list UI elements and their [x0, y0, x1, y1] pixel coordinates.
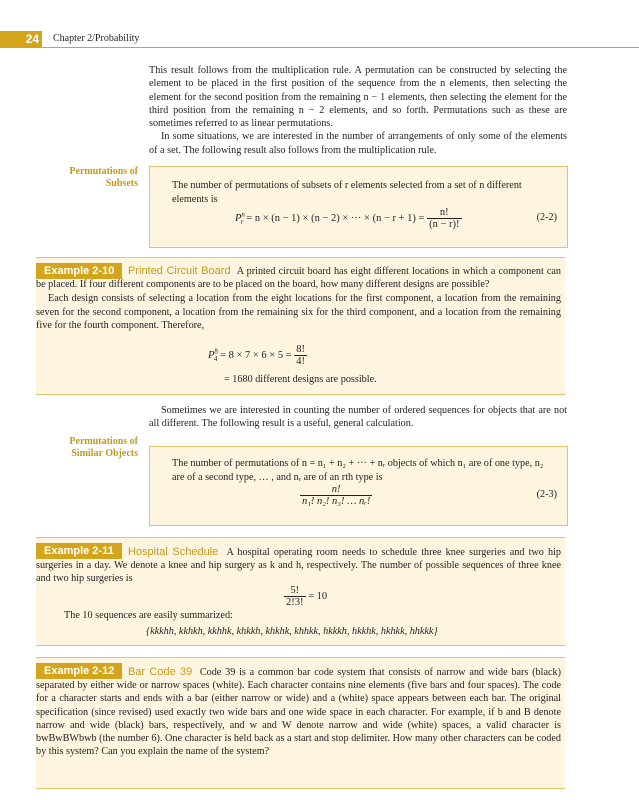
header-rule: [42, 47, 639, 48]
example-2-11-fraction: [284, 585, 306, 608]
fraction-denominator: (n − r)!: [429, 219, 460, 230]
margin-head-subsets: Permutations of Subsets: [69, 166, 138, 189]
subsets-formula: [235, 207, 462, 230]
similar-rule-text: The number of permutations of n = n₁ + n₂ + ··· + nᵣ objects of which n₁ are of one type, n₂ are of a second type, … , and nᵣ are of an rth type is: [172, 458, 544, 483]
example-2-11-sequences: {kkkhh, kkhkh, kkhhk, khkkh, khkhk, khhkk, hkkkh, hkkhk, hkhkk, hhkkk}: [146, 626, 438, 637]
example-badge: Example 2-11: [36, 543, 122, 559]
formula-sub: r: [240, 218, 244, 226]
example-2-10-formula: [208, 344, 307, 367]
formula-sup: n: [241, 210, 245, 219]
example-title: Bar Code 39: [128, 666, 193, 678]
intro-paragraph-2: In some situations, we are interested in the number of arrangements of only some of the elements of a set. The following result also follows from the multiplication rule.: [149, 131, 567, 156]
subsets-rule-text: The number of permutations of subsets of r elements selected from a set of n different elements is: [172, 180, 522, 205]
equation-number-2-3: (2-3): [536, 489, 557, 500]
subsets-fraction: [427, 207, 461, 230]
formula-body: = n × (n − 1) × (n − 2) × ··· × (n − r + 1) =: [243, 212, 428, 224]
example-2-11-text: [36, 545, 561, 586]
fraction-numerator: 5!: [284, 585, 306, 597]
example-2-11-summary: The 10 sequences are easily summarized:: [64, 610, 233, 621]
similar-intro-text: Sometimes we are interested in counting the number of ordered sequences for objects that are not all different. The following result is a useful, general calculation.: [149, 405, 567, 430]
fraction-denominator: 4!: [296, 356, 306, 367]
example-2-10-fraction: [294, 344, 307, 367]
fraction-denominator: 2!3!: [286, 597, 304, 608]
intro-paragraph-1: This result follows from the multiplication rule. A permutation can be constructed by selecting the element to be placed in the first position of the sequence from the n elements, then selecting the element for the second position from the remaining n − 1 elements, then selecting the element for the third position from the remaining n − 2 elements, and so forth. Permutations such as these are sometimes referred to as linear permutations.: [149, 65, 567, 130]
fraction-numerator: 8!: [296, 344, 306, 355]
example-2-10-question: A printed circuit board has eight different locations in which a component can be placed. If four different components are to be placed on the board, how many different designs are possible?: [36, 266, 561, 291]
formula-p: P: [208, 349, 215, 361]
fraction-result: = 10: [305, 590, 328, 602]
formula-sub: 4: [213, 355, 218, 363]
fraction-numerator: n!: [427, 207, 461, 219]
similar-fraction: [300, 484, 372, 507]
margin-head-similar: Permutations of Similar Objects: [69, 436, 138, 459]
example-2-10-text: [36, 264, 561, 332]
example-2-12-panel: [36, 657, 565, 789]
fraction-denominator: n₁! n₂! n₃! … nᵣ!: [302, 496, 371, 507]
running-head: Chapter 2/Probability: [53, 33, 140, 44]
similar-intro: [149, 404, 567, 431]
page-number: 24: [0, 31, 42, 48]
similar-rule-box: [149, 446, 568, 526]
example-2-11-question: A hospital operating room needs to schedule three knee surgeries and two hip surgeries in a day. We denote a knee and hip surgery as k and h, respectively. The number of possible sequences of three knee and two hip surgeries is: [36, 547, 562, 585]
subsets-rule-box: [149, 166, 568, 248]
similar-formula: [300, 484, 372, 507]
example-title: Hospital Schedule: [128, 546, 219, 558]
intro-section: [149, 64, 567, 157]
example-badge: Example 2-10: [36, 263, 122, 279]
example-2-11-formula: [284, 585, 327, 608]
fraction-numerator: n!: [300, 484, 372, 496]
example-2-10-panel: [36, 257, 565, 395]
example-2-12-body: Code 39 is a common bar code system that consists of narrow and wide bars (black) separated by either wide or narrow spaces (white). Each character contains nine elements (five bars and four spaces). The code for a character starts and ends with a bar (either narrow or wide) and a (white) space appears between each bar. The original specification (since revised) used exactly two wide bars and one wide space in each character. For example, if b and B denote narrow and wide (black) bars, respectively, and w and W denote narrow and wide (white) spaces, a valid character is bwBwBWbwb (the number 6). One character is held back as a start and stop delimiter. How many other characters can be coded by this system? Can you explain the name of the system?: [36, 667, 562, 758]
equation-number-2-2: (2-2): [536, 212, 557, 223]
example-2-11-panel: [36, 537, 565, 646]
formula-p: P: [235, 212, 242, 224]
example-title: Printed Circuit Board: [128, 265, 231, 277]
formula-sup: 8: [214, 347, 218, 356]
example-2-10-solution: Each design consists of selecting a location from the eight locations for the first component, a location from the remaining seven for the second component, a location from the remaining six for the third component, and a location from the remaining five for the fourth component. Therefore,: [36, 293, 561, 331]
example-2-12-text: [36, 665, 561, 758]
example-2-10-result: = 1680 different designs are possible.: [224, 374, 377, 385]
example-badge: Example 2-12: [36, 663, 122, 679]
formula-body: = 8 × 7 × 6 × 5 =: [217, 349, 295, 361]
